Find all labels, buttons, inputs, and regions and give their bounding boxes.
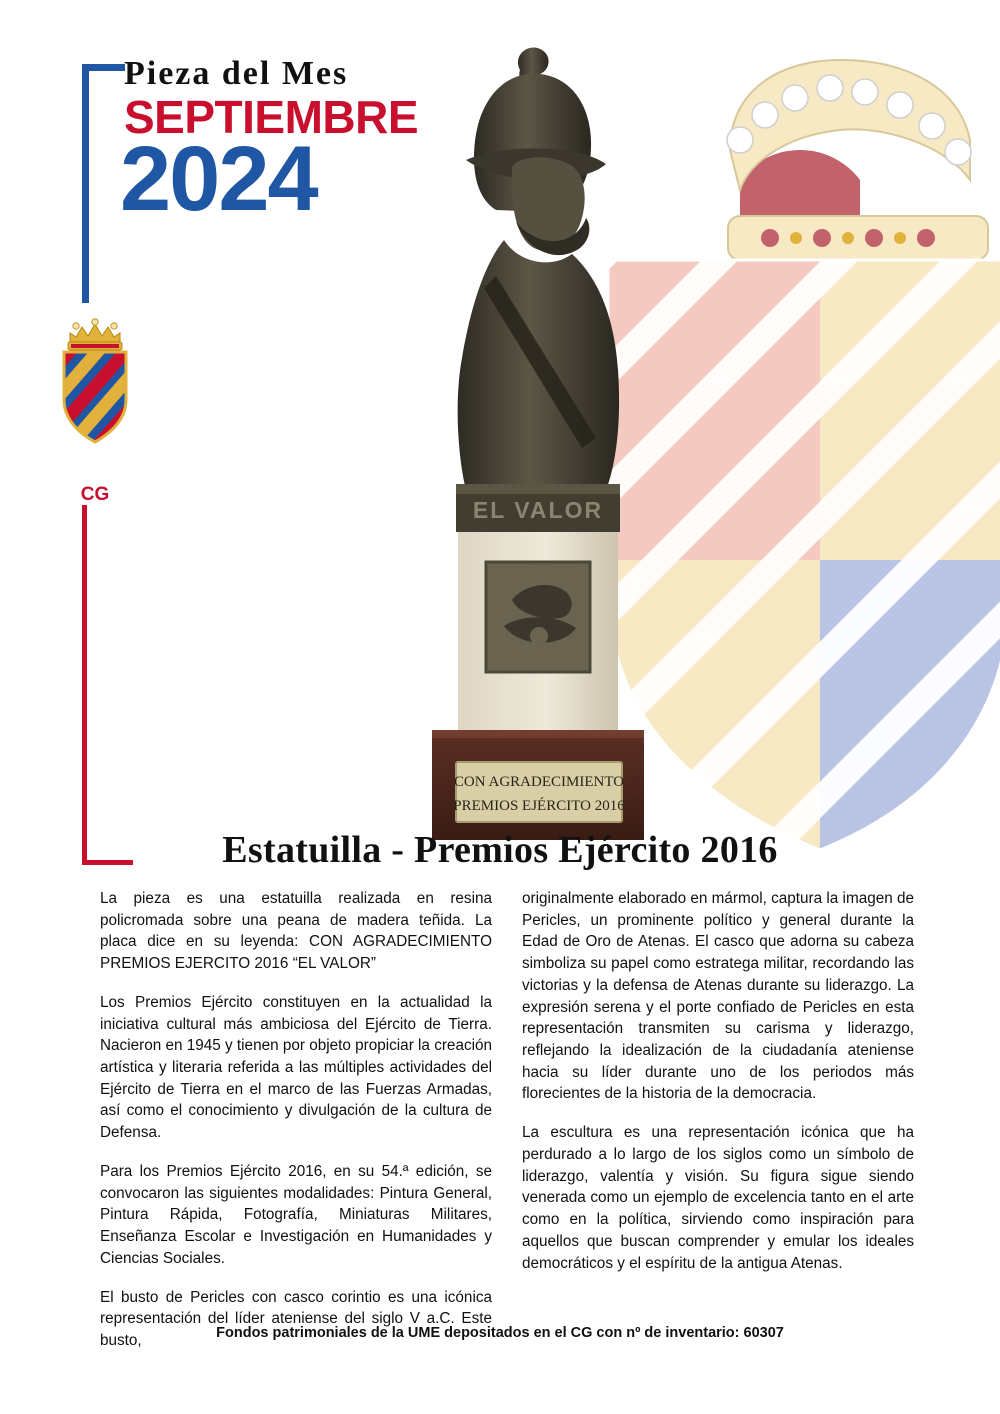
cg-emblem [40, 300, 150, 506]
article-body [100, 888, 914, 1369]
blue-bracket-decoration [82, 64, 125, 303]
statuette-photo [400, 40, 670, 840]
red-bracket-decoration [82, 505, 133, 865]
paragraph: Para los Premios Ejército 2016, en su 54.ª edición, se convocaron las siguientes modalidades: Pintura General, Pintura Rápida, Fotografía, Miniaturas Militares, Enseñanza Escolar e Investigación en Humanidades y Ciencias Sociales. [100, 1162, 492, 1267]
cg-shield-icon [40, 300, 150, 475]
column-right [522, 888, 914, 1369]
poster-year: 2024 [120, 127, 317, 230]
paragraph: Los Premios Ejército constituyen en la actualidad la iniciativa cultural más ambiciosa del Ejército de Tierra. Nacieron en 1945 y tienen por objeto propiciar la creación artística y literaria referida a las múltiples actividades del Ejército de Tierra en el marco de las Fuerzas Armadas, así como el conocimiento y divulgación de la cultura de Defensa. [100, 993, 493, 1142]
bust-statue-icon [400, 40, 670, 840]
statue-base-text: EL VALOR [472, 497, 604, 523]
poster-kicker: Pieza del Mes [124, 55, 349, 92]
page-title: Estatuilla - Premios Ejército 2016 [222, 829, 778, 871]
cg-emblem-label: CG [80, 484, 110, 505]
column-left [100, 888, 492, 1369]
footer-note: Fondos patrimoniales de la UME depositados en el CG con nº de inventario: 60307 [216, 1325, 784, 1341]
paragraph: La escultura es una representación icónica que ha perdurado a lo largo de los siglos como un símbolo de liderazgo, valentía y visión. Su figura sigue siendo venerada como un ejemplo de excelencia tanto en el arte como en la política, sirviendo como inspiración para aquellos que buscan comprender y emular los ideales democráticos y el espíritu de la antigua Atenas. [522, 1124, 914, 1272]
paragraph: El busto de Pericles con casco corintio es una icónica representación del líder ateniense del siglo V a.C. Este busto, [100, 1288, 492, 1349]
plaque-line-2: PREMIOS EJÉRCITO 2016 [453, 798, 625, 814]
paragraph: La pieza es una estatuilla realizada en resina policromada sobre una peana de madera teñida. La placa dice en su leyenda: CON AGRADECIMIENTO PREMIOS EJERCITO 2016 “EL VALOR” [100, 890, 492, 973]
paragraph: originalmente elaborado en mármol, captura la imagen de Pericles, un prominente político y general durante la Edad de Oro de Atenas. El casco que adorna su cabeza simboliza su papel como estratega militar, recordando las victorias y la defensa de Atenas durante su liderazgo. La expresión serena y el porte confiado de Pericles en esta representación transmiten su carisma y liderazgo, reflejando la idealización de la ciudadanía ateniense hacia su líder durante uno de los periodos más florecientes de la historia de la democracia. [522, 890, 914, 1103]
poster-month: SEPTIEMBRE [124, 90, 419, 143]
plaque-line-1: CON AGRADECIMIENTO [453, 774, 625, 790]
